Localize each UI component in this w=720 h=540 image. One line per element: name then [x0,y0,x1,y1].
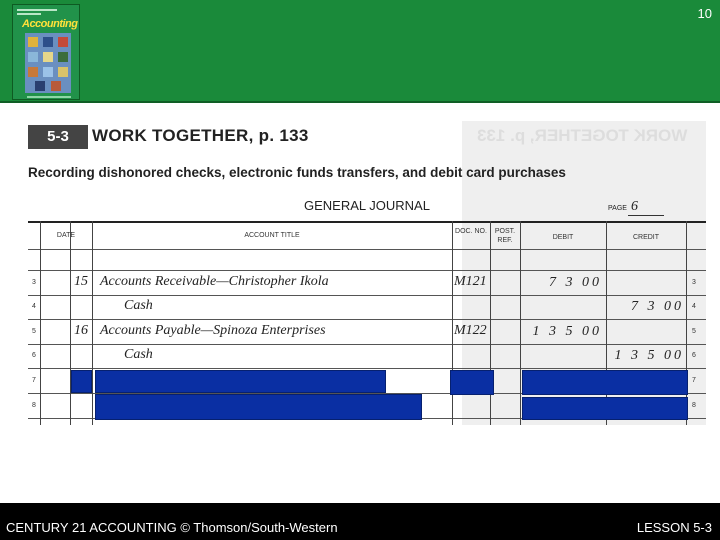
row-rule [28,319,706,320]
entry-credit: 1 3 5 00 [614,348,684,363]
entry-doc-no: M122 [454,323,487,338]
header-band [0,0,720,103]
line-number: 8 [32,402,36,409]
answer-mask[interactable] [522,370,688,395]
line-number: 5 [692,328,696,335]
book-title: Accounting [22,18,78,30]
bleed-through-title: WORK TOGETHER, p. 133 [477,126,688,145]
col-rule [520,221,521,425]
worksheet-subtitle: Recording dishonored checks, electronic funds transfers, and debit card purchases [28,165,566,180]
col-header-post-ref: POST. REF. [494,228,516,244]
entry-account: Cash [124,298,153,313]
cover-picture [25,33,71,93]
line-number: 3 [32,279,36,286]
answer-mask[interactable] [95,370,386,393]
col-rule [40,221,41,425]
entry-account: Accounts Payable—Spinoza Enterprises [100,323,326,338]
col-header-doc-no: DOC. NO. [455,228,487,235]
line-number: 4 [32,303,36,310]
worksheet-image [12,121,706,425]
work-together-title: WORK TOGETHER, p. 133 [92,126,309,145]
entry-credit: 7 3 00 [631,299,684,314]
line-number: 3 [692,279,696,286]
col-header-date: DATE [56,232,76,239]
row-rule [28,270,706,271]
answer-mask[interactable] [95,394,422,420]
entry-debit: 7 3 00 [549,275,602,290]
row-rule [28,368,706,369]
cover-line [17,13,41,15]
entry-debit: 1 3 5 00 [532,324,602,339]
lesson-tag: 5-3 [28,125,88,149]
entry-date: 15 [74,274,88,289]
col-rule [92,221,93,425]
row-rule [28,344,706,345]
answer-mask[interactable] [71,370,92,393]
book-cover-image [12,4,80,100]
line-number: 6 [32,352,36,359]
entry-account: Accounts Receivable—Christopher Ikola [100,274,329,289]
line-number: 8 [692,402,696,409]
row-rule [28,295,706,296]
page-number: 6 [631,199,638,214]
line-number: 7 [32,377,36,384]
slide-number: 10 [697,6,712,21]
answer-mask[interactable] [450,370,494,395]
cover-line [27,96,71,98]
answer-mask[interactable] [522,397,688,420]
journal-name: GENERAL JOURNAL [304,198,430,213]
footer-lesson: LESSON 5-3 [636,520,712,535]
col-header-account-title: ACCOUNT TITLE [244,232,300,239]
line-number: 4 [692,303,696,310]
cover-line [17,9,57,11]
line-number: 6 [692,352,696,359]
line-number: 5 [32,328,36,335]
col-header-debit: DEBIT [552,234,574,241]
entry-account: Cash [124,347,153,362]
page-label: PAGE [608,205,627,212]
entry-date: 16 [74,323,88,338]
table-header-rule [28,249,706,250]
table-top-rule [28,221,706,223]
page-underline [628,215,664,216]
col-header-credit: CREDIT [632,234,660,241]
footer-copyright: CENTURY 21 ACCOUNTING © Thomson/South-Western [6,520,338,535]
col-rule [70,221,71,425]
footer-bar [0,503,720,540]
line-number: 7 [692,377,696,384]
entry-doc-no: M121 [454,274,487,289]
